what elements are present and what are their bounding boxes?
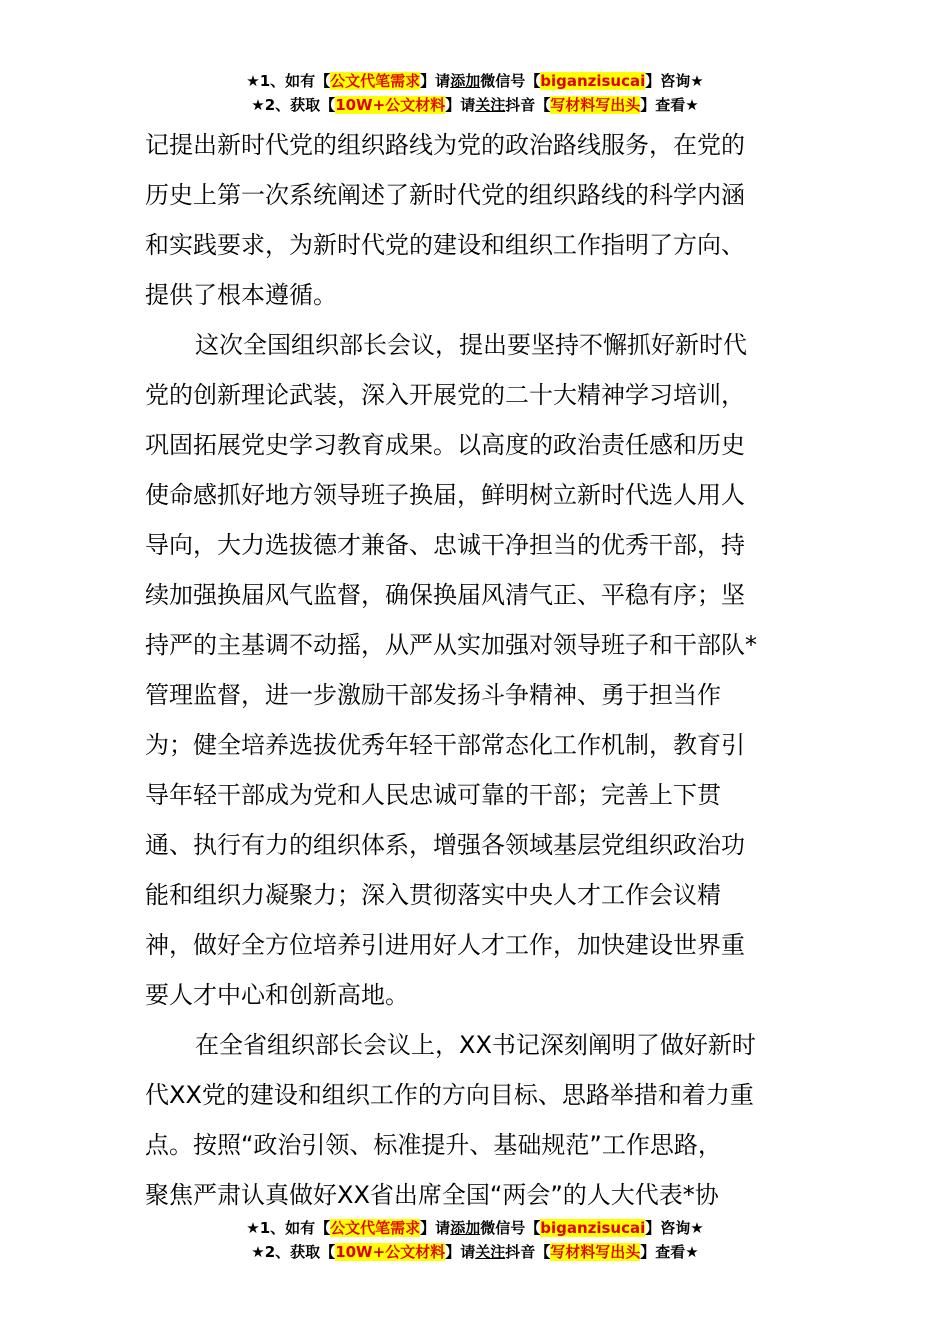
body-line: 和实践要求，为新时代党的建设和组织工作指明了方向、 xyxy=(145,231,745,259)
paragraph-start-line: 这次全国组织部长会议，提出要坚持不懈抓好新时代 xyxy=(195,331,747,359)
header-line-1-highlight-wechat: biganzisucai xyxy=(540,72,646,90)
footer-line-2-mid: 】请 xyxy=(445,1243,476,1261)
footer-line-2-highlight-douyin: 写材料写出头 xyxy=(550,1243,641,1261)
footer-line-1 xyxy=(0,1216,950,1240)
body-line: 通、执行有力的组织体系，增强各领域基层党组织政治功 xyxy=(145,831,745,859)
body-line: 续加强换届风气监督，确保换届风清气正、平稳有序；坚 xyxy=(145,581,745,609)
header-line-1-mid: 】请 xyxy=(420,72,451,90)
body-line: 管理监督，进一步激励干部发扬斗争精神、勇于担当作 xyxy=(145,681,721,709)
body-line: 能和组织力凝聚力；深入贯彻落实中央人才工作会议精 xyxy=(145,881,721,909)
footer-line-2 xyxy=(0,1240,950,1264)
header-banner xyxy=(0,69,950,117)
footer-line-2-highlight-materials: 10W+公文材料 xyxy=(335,1243,446,1261)
footer-line-1-underline: 添加 xyxy=(450,1219,481,1237)
paragraph-start-line: 在全省组织部长会议上，XX书记深刻阐明了做好新时 xyxy=(195,1031,756,1059)
footer-line-2-underline: 关注 xyxy=(475,1243,506,1261)
header-line-2-highlight-materials: 10W+公文材料 xyxy=(335,96,446,114)
header-line-2-highlight-douyin: 写材料写出头 xyxy=(550,96,641,114)
body-line: 神，做好全方位培养引进用好人才工作，加快建设世界重 xyxy=(145,931,745,959)
body-line: 聚焦严肃认真做好XX省出席全国“两会”的人大代表*协 xyxy=(145,1181,719,1209)
footer-line-1-mid2: 微信号【 xyxy=(480,1219,541,1237)
header-line-1-suffix: 】咨询★ xyxy=(645,72,704,90)
header-line-2 xyxy=(0,93,950,117)
header-line-1-mid2: 微信号【 xyxy=(480,72,541,90)
header-line-2-suffix: 】查看★ xyxy=(640,96,699,114)
body-line: 使命感抓好地方领导班子换届，鲜明树立新时代选人用人 xyxy=(145,481,745,509)
body-line: 代XX党的建设和组织工作的方向目标、思路举措和着力重 xyxy=(145,1081,754,1109)
body-line: 记提出新时代党的组织路线为党的政治路线服务，在党的 xyxy=(145,131,745,159)
footer-banner xyxy=(0,1216,950,1264)
body-line: 导向，大力选拔德才兼备、忠诚干净担当的优秀干部，持 xyxy=(145,531,745,559)
body-line: 点。按照“政治引领、标准提升、基础规范”工作思路， xyxy=(145,1131,722,1159)
body-line: 为；健全培养选拔优秀年轻干部常态化工作机制，教育引 xyxy=(145,731,745,759)
footer-line-1-highlight-wechat: biganzisucai xyxy=(540,1219,646,1237)
document-body xyxy=(145,120,810,1220)
header-line-1 xyxy=(0,69,950,93)
header-line-1-underline: 添加 xyxy=(450,72,481,90)
header-line-2-underline: 关注 xyxy=(475,96,506,114)
footer-line-1-mid: 】请 xyxy=(420,1219,451,1237)
body-line: 党的创新理论武装，深入开展党的二十大精神学习培训， xyxy=(145,381,745,409)
footer-line-1-suffix: 】咨询★ xyxy=(645,1219,704,1237)
footer-line-1-prefix: ★1、如有【 xyxy=(246,1219,331,1237)
footer-line-1-highlight-service: 公文代笔需求 xyxy=(330,1219,421,1237)
footer-line-2-suffix: 】查看★ xyxy=(640,1243,699,1261)
header-line-1-highlight-service: 公文代笔需求 xyxy=(330,72,421,90)
body-line: 巩固拓展党史学习教育成果。以高度的政治责任感和历史 xyxy=(145,431,745,459)
header-line-2-prefix: ★2、获取【 xyxy=(251,96,336,114)
header-line-1-prefix: ★1、如有【 xyxy=(246,72,331,90)
footer-line-2-prefix: ★2、获取【 xyxy=(251,1243,336,1261)
header-line-2-mid2: 抖音【 xyxy=(505,96,551,114)
header-line-2-mid: 】请 xyxy=(445,96,476,114)
body-line: 提供了根本遵循。 xyxy=(145,281,337,309)
body-line: 历史上第一次系统阐述了新时代党的组织路线的科学内涵 xyxy=(145,181,745,209)
body-line: 要人才中心和创新高地。 xyxy=(145,981,409,1009)
footer-line-2-mid2: 抖音【 xyxy=(505,1243,551,1261)
body-line: 持严的主基调不动摇，从严从实加强对领导班子和干部队* xyxy=(145,631,757,659)
body-line: 导年轻干部成为党和人民忠诚可靠的干部；完善上下贯 xyxy=(145,781,721,809)
